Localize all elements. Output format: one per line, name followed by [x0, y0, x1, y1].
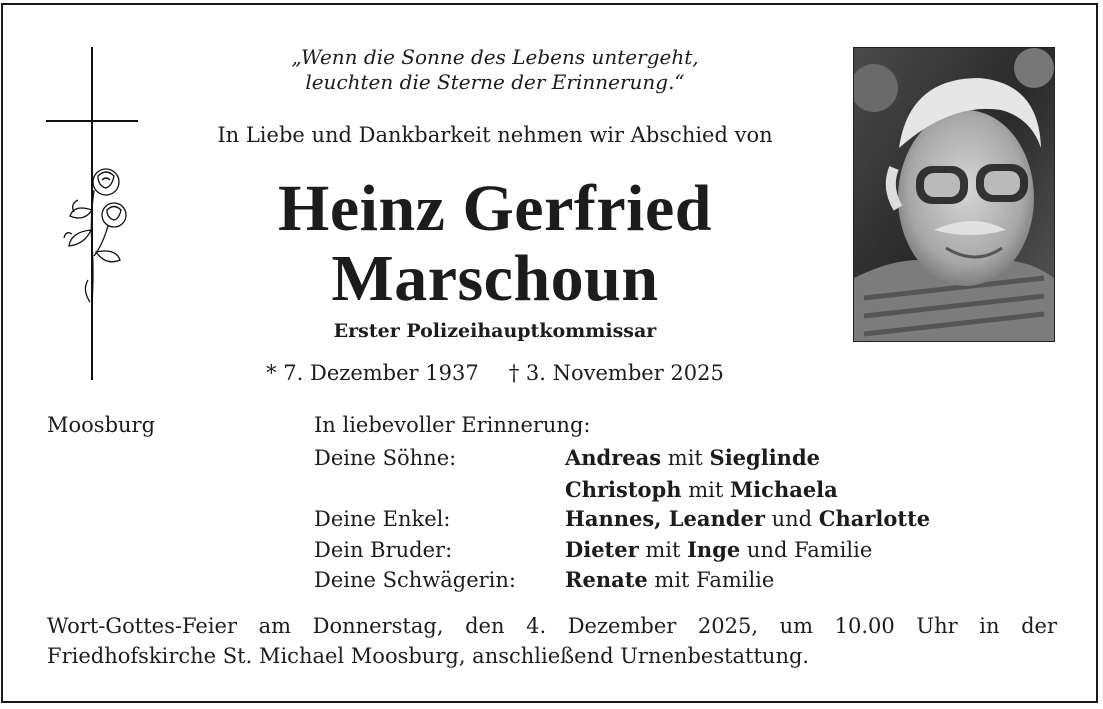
deceased-surname: Marschoun	[331, 242, 659, 315]
relative-name: Sieglinde	[709, 445, 820, 470]
relative-names	[565, 536, 872, 564]
place-name: Moosburg	[47, 413, 156, 437]
service-notice: Wort-Gottes-Feier am Donnerstag, den 4. Dezember 2025, um 10.00 Uhr in der Friedhofskirche St. Michael Moosburg, anschließend Urnenbestattung.	[47, 614, 1057, 668]
relative-connector: und	[764, 507, 819, 531]
relative-names	[565, 444, 820, 472]
quote-line-2: leuchten die Sterne der Erinnerung.“	[305, 70, 685, 94]
relative-name: Inge	[687, 537, 741, 562]
relative-connector: mit	[681, 478, 730, 502]
relative-label: Dein Bruder:	[314, 538, 453, 562]
deceased-title: Erster Polizeihauptkommissar	[333, 320, 657, 342]
relative-name: Renate	[565, 567, 648, 592]
death-date: † 3. November 2025	[508, 361, 724, 385]
relative-name: Hannes, Leander	[565, 506, 765, 531]
relative-name: Michaela	[729, 477, 838, 502]
relative-label: Deine Enkel:	[314, 507, 451, 531]
cross-bar	[46, 120, 138, 122]
relative-connector: mit	[638, 538, 688, 562]
relative-names	[565, 476, 838, 504]
life-dates	[150, 359, 840, 387]
relative-name: Charlotte	[818, 506, 931, 531]
relative-connector: mit	[661, 446, 710, 470]
quote-line-1: „Wenn die Sonne des Lebens untergeht,	[291, 45, 699, 69]
portrait-photo	[853, 47, 1055, 342]
relative-names	[565, 505, 930, 533]
relative-name: Dieter	[565, 537, 639, 562]
relative-connector: und Familie	[740, 538, 873, 562]
deceased-first-names: Heinz Gerfried	[277, 172, 712, 245]
relative-connector: mit Familie	[647, 568, 775, 592]
rose-icon	[58, 160, 138, 310]
relative-label: Deine Söhne:	[314, 446, 457, 470]
relative-label: Deine Schwägerin:	[314, 568, 517, 592]
memory-heading: In liebevoller Erinnerung:	[314, 413, 591, 437]
relative-name: Andreas	[565, 445, 662, 470]
relative-names	[565, 566, 774, 594]
birth-date: * 7. Dezember 1937	[266, 361, 479, 385]
intro-text: In Liebe und Dankbarkeit nehmen wir Abschied von	[217, 123, 773, 147]
relative-name: Christoph	[565, 477, 682, 502]
